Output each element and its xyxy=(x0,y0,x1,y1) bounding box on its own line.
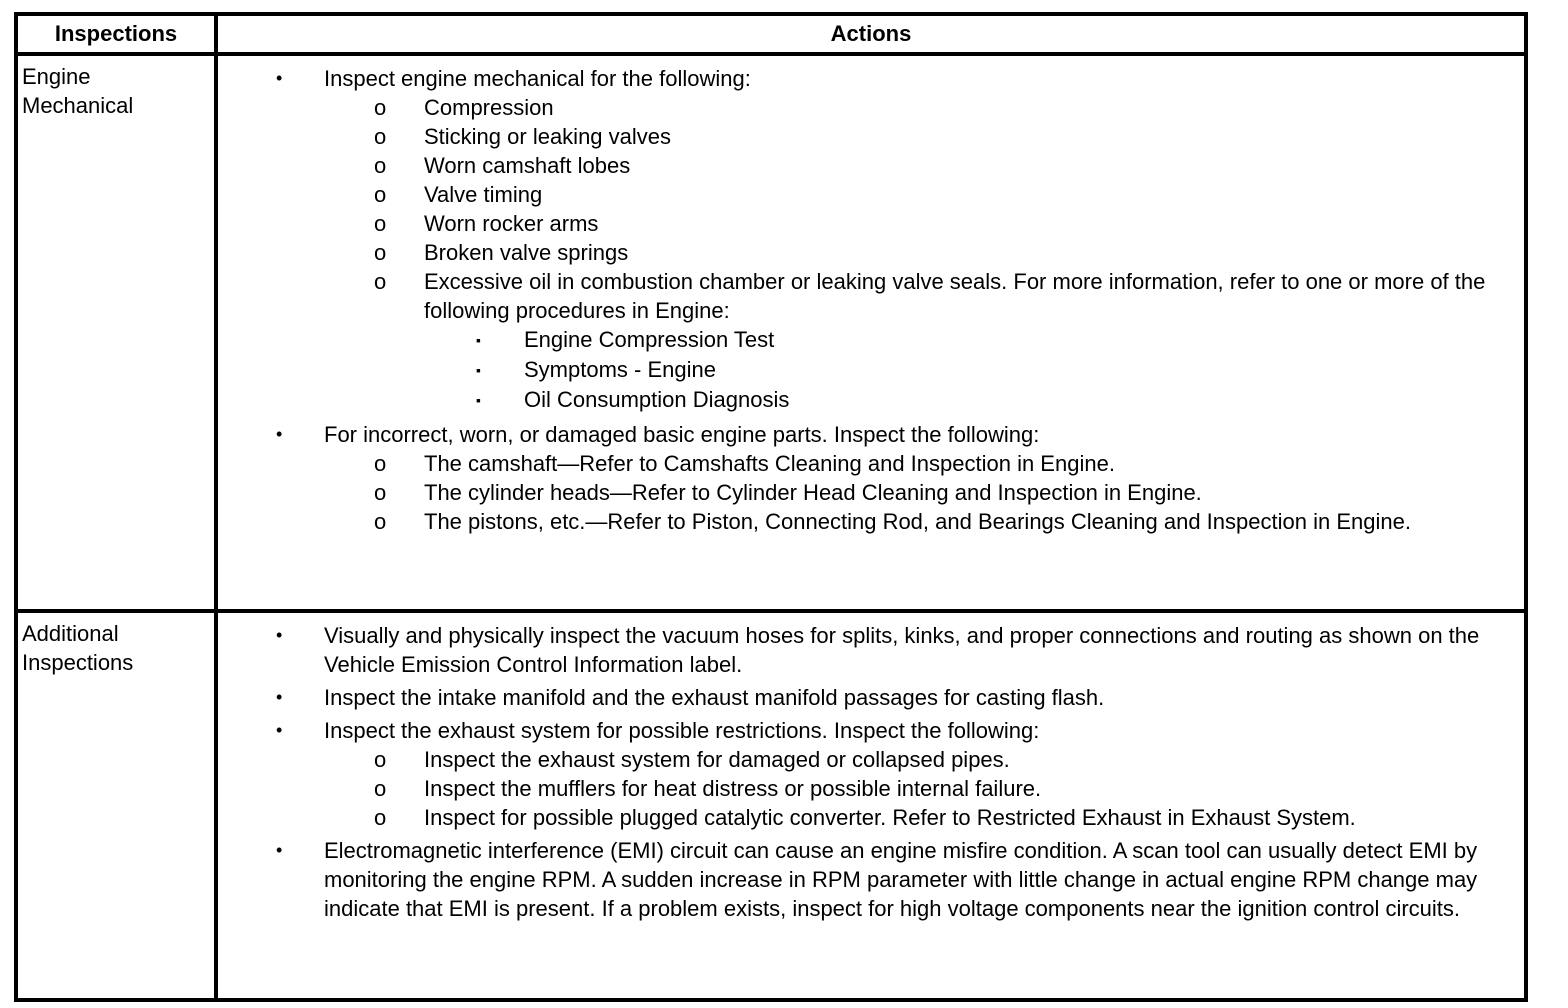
actions-cell xyxy=(216,611,1526,1000)
list-item xyxy=(218,355,1514,385)
inspection-label: Mechanical xyxy=(22,93,134,118)
item-text: Symptoms - Engine xyxy=(524,357,716,382)
circle-bullet-icon: o xyxy=(374,747,387,772)
item-text: Inspect the exhaust system for possible restrictions. Inspect the following: xyxy=(324,718,1040,743)
inspection-label: Engine xyxy=(22,64,91,89)
circle-bullet-icon: o xyxy=(374,451,387,476)
circle-bullet-icon: o xyxy=(374,480,387,505)
item-text: Worn camshaft lobes xyxy=(424,153,631,178)
item-text: The pistons, etc.—Refer to Piston, Connecting Rod, and Bearings Cleaning and Inspection in Engine. xyxy=(424,509,1411,534)
item-text: The cylinder heads—Refer to Cylinder Head Cleaning and Inspection in Engine. xyxy=(424,480,1202,505)
circle-bullet-icon: o xyxy=(374,776,387,801)
list-item xyxy=(218,745,1514,774)
list-item xyxy=(218,683,1514,712)
bullet-icon: • xyxy=(276,625,283,645)
item-text: For incorrect, worn, or damaged basic engine parts. Inspect the following: xyxy=(324,422,1040,447)
item-text: Visually and physically inspect the vacuum hoses for splits, kinks, and proper connections and routing as shown on the Vehicle Emission Control Information label. xyxy=(324,623,1480,677)
list-item xyxy=(218,180,1514,209)
list-item xyxy=(218,716,1514,745)
list-item xyxy=(218,122,1514,151)
actions-cell xyxy=(216,54,1526,611)
item-text: Excessive oil in combustion chamber or leaking valve seals. For more information, refer to one or more of the following procedures in Engine: xyxy=(424,269,1486,323)
item-text: Inspect engine mechanical for the following: xyxy=(324,66,751,91)
item-text: Inspect the intake manifold and the exhaust manifold passages for casting flash. xyxy=(324,685,1105,710)
circle-bullet-icon: o xyxy=(374,509,387,534)
list-item xyxy=(218,803,1514,832)
list-item xyxy=(218,325,1514,355)
list-item xyxy=(218,836,1514,923)
circle-bullet-icon: o xyxy=(374,124,387,149)
item-text: Engine Compression Test xyxy=(524,327,775,352)
circle-bullet-icon: o xyxy=(374,805,387,830)
square-bullet-icon: ▪ xyxy=(476,392,481,408)
list-item xyxy=(218,478,1514,507)
list-item xyxy=(218,209,1514,238)
circle-bullet-icon: o xyxy=(374,95,387,120)
item-text: Worn rocker arms xyxy=(424,211,599,236)
list-item xyxy=(218,449,1514,478)
header-actions: Actions xyxy=(216,14,1526,54)
item-text: Oil Consumption Diagnosis xyxy=(524,387,790,412)
header-row xyxy=(16,14,1526,54)
list-item xyxy=(218,420,1514,449)
list-item xyxy=(218,507,1514,536)
header-inspections: Inspections xyxy=(16,14,216,54)
inspection-table xyxy=(14,12,1528,1002)
list-item xyxy=(218,621,1514,679)
square-bullet-icon: ▪ xyxy=(476,332,481,348)
circle-bullet-icon: o xyxy=(374,153,387,178)
inspection-label: Inspections xyxy=(22,650,134,675)
item-text: The camshaft—Refer to Camshafts Cleaning and Inspection in Engine. xyxy=(424,451,1115,476)
bullet-icon: • xyxy=(276,720,283,740)
item-text: Broken valve springs xyxy=(424,240,629,265)
item-text: Compression xyxy=(424,95,554,120)
item-text: Valve timing xyxy=(424,182,543,207)
square-bullet-icon: ▪ xyxy=(476,362,481,378)
bullet-icon: • xyxy=(276,840,283,860)
inspection-cell xyxy=(16,611,216,1000)
circle-bullet-icon: o xyxy=(374,211,387,236)
list-item xyxy=(218,151,1514,180)
circle-bullet-icon: o xyxy=(374,269,387,294)
list-item xyxy=(218,238,1514,267)
inspection-label: Additional xyxy=(22,621,119,646)
table-row xyxy=(16,611,1526,1000)
inspection-cell xyxy=(16,54,216,611)
list-item xyxy=(218,774,1514,803)
list-item xyxy=(218,267,1514,325)
bullet-icon: • xyxy=(276,424,283,444)
bullet-icon: • xyxy=(276,687,283,707)
item-text: Electromagnetic interference (EMI) circuit can cause an engine misfire condition. A scan tool can usually detect EMI by monitoring the engine RPM. A sudden increase in RPM parameter with little change in actual engine RPM change may indicate that EMI is present. If a problem exists, inspect for high voltage components near the ignition control circuits. xyxy=(324,838,1478,921)
list-item xyxy=(218,64,1514,93)
item-text: Inspect the exhaust system for damaged or collapsed pipes. xyxy=(424,747,1010,772)
list-item xyxy=(218,93,1514,122)
bullet-icon: • xyxy=(276,68,283,88)
circle-bullet-icon: o xyxy=(374,240,387,265)
item-text: Inspect the mufflers for heat distress or possible internal failure. xyxy=(424,776,1042,801)
list-item xyxy=(218,385,1514,415)
item-text: Sticking or leaking valves xyxy=(424,124,672,149)
item-text: Inspect for possible plugged catalytic converter. Refer to Restricted Exhaust in Exhaust System. xyxy=(424,805,1356,830)
circle-bullet-icon: o xyxy=(374,182,387,207)
table-row xyxy=(16,54,1526,611)
